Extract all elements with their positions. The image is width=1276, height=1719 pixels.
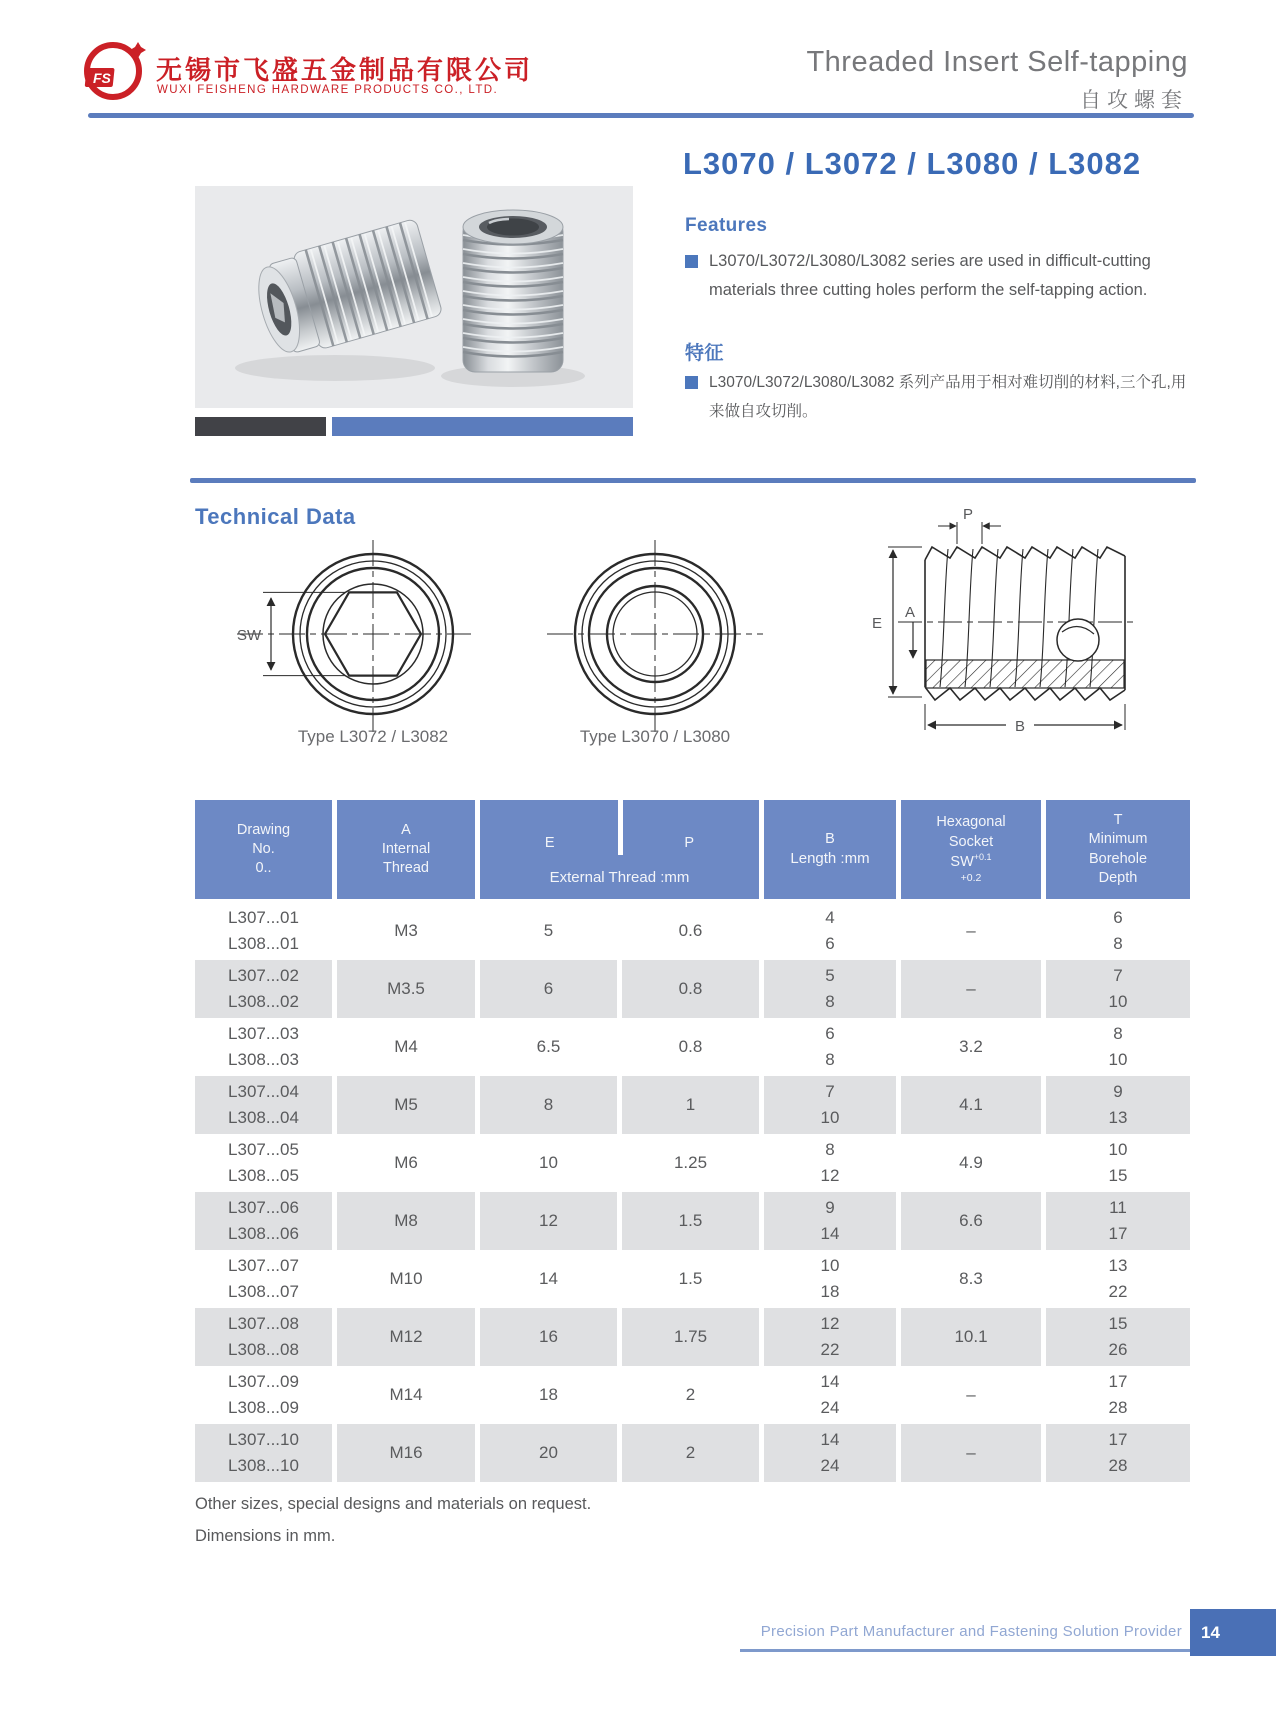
value: 10 <box>820 1108 840 1127</box>
value: 14 <box>820 1430 840 1449</box>
value: 22 <box>820 1340 840 1359</box>
cell-drawing-no <box>195 1366 332 1424</box>
cell-e: 5 <box>543 921 554 940</box>
drawing-caption-right: Type L3070 / L3080 <box>579 727 731 746</box>
value: 13 <box>1108 1256 1128 1275</box>
cell-length <box>764 1424 896 1482</box>
cell-sw: 3.2 <box>959 1037 983 1056</box>
value: L307...02 <box>228 966 299 985</box>
dim-label-a: A <box>905 604 916 621</box>
cell-e: 6.5 <box>536 1037 561 1056</box>
th-line: Borehole <box>1088 850 1148 867</box>
value: 15 <box>1108 1166 1128 1185</box>
th-p: P <box>684 834 695 851</box>
section-divider <box>190 478 1196 483</box>
cell-drawing-no <box>195 1424 332 1482</box>
product-photo-box <box>195 186 633 408</box>
cell-sw: – <box>901 1424 1041 1482</box>
cell-length <box>764 1250 896 1308</box>
cell-drawing-no <box>195 960 332 1018</box>
product-photo <box>195 186 633 408</box>
cell-sw: 8.3 <box>959 1269 983 1288</box>
logo-text: FS <box>93 70 111 86</box>
value: 17 <box>1108 1372 1128 1391</box>
value: 8 <box>825 992 835 1011</box>
value: L307...09 <box>228 1372 299 1391</box>
value: L307...08 <box>228 1314 299 1333</box>
value: L308...03 <box>228 1050 299 1069</box>
value: 14 <box>820 1224 840 1243</box>
value: L308...08 <box>228 1340 299 1359</box>
cell-depth <box>1046 902 1190 960</box>
th-line: T <box>1113 812 1123 829</box>
feature-item-cn <box>685 368 1193 427</box>
cell-p: 0.8 <box>678 1037 703 1056</box>
cell-internal-thread: M10 <box>389 1269 423 1288</box>
value: 8 <box>825 1140 835 1159</box>
cell-drawing-no <box>195 1076 332 1134</box>
cell-sw: 4.9 <box>959 1153 983 1172</box>
cell-depth <box>1046 1424 1190 1482</box>
cell-e: 16 <box>480 1308 617 1366</box>
cell-depth <box>1046 960 1190 1018</box>
feature-text-cn: L3070/L3072/L3080/L3082 系列产品用于相对难切削的材料,三个孔,用来做自攻切削。 <box>709 374 1187 421</box>
value: L308...04 <box>228 1108 299 1127</box>
value: 8 <box>1113 934 1123 953</box>
value: 24 <box>820 1456 840 1475</box>
cell-length <box>764 960 896 1018</box>
value: 7 <box>1113 966 1123 985</box>
cell-p: 1.5 <box>622 1192 759 1250</box>
cell-internal-thread: M3.5 <box>337 960 475 1018</box>
feature-item-en <box>685 247 1183 306</box>
value: 26 <box>1108 1340 1128 1359</box>
th-e: E <box>544 834 555 851</box>
cell-e: 18 <box>539 1385 558 1404</box>
cell-e: 12 <box>480 1192 617 1250</box>
page-title-cn: 自攻螺套 <box>1080 89 1188 112</box>
value: 15 <box>1108 1314 1128 1333</box>
cell-p: 2 <box>685 1385 696 1404</box>
cell-length <box>764 1076 896 1134</box>
photo-caption-bar-blue <box>332 417 633 436</box>
value: 24 <box>820 1398 840 1417</box>
cell-sw: – <box>901 960 1041 1018</box>
th-sw-tolerance-lower: +0.2 <box>960 871 982 884</box>
cell-depth <box>1046 1076 1190 1134</box>
th-line: $SW^{+0.1}$ <box>950 851 992 870</box>
drawing-caption-left: Type L3072 / L3082 <box>297 727 449 746</box>
value: 11 <box>1109 1198 1127 1217</box>
value: L308...02 <box>228 992 299 1011</box>
th-line: Hexagonal <box>936 814 1006 831</box>
cell-internal-thread: M6 <box>394 1153 418 1172</box>
cell-length <box>764 1192 896 1250</box>
value: L307...01 <box>228 908 299 927</box>
value: L307...06 <box>228 1198 299 1217</box>
value: 10 <box>1108 1140 1128 1159</box>
value: 8 <box>1113 1024 1123 1043</box>
insert-lying <box>249 218 443 362</box>
dim-label-sw: SW <box>237 627 262 644</box>
value: 6 <box>1113 908 1123 927</box>
value: 6 <box>825 934 835 953</box>
company-name-en: WUXI FEISHENG HARDWARE PRODUCTS CO., LTD. <box>157 84 499 96</box>
dim-label-p: P <box>963 506 974 523</box>
value: 6 <box>825 1024 835 1043</box>
cell-depth <box>1046 1192 1190 1250</box>
cell-sw: 4.1 <box>901 1076 1041 1134</box>
th-external-thread-unit: External Thread :mm <box>549 869 690 887</box>
cell-internal-thread: M16 <box>337 1424 475 1482</box>
cell-drawing-no <box>195 1250 332 1308</box>
page-title-en: Threaded Insert Self-tapping <box>806 46 1188 78</box>
th-drawing-no <box>195 800 332 899</box>
th-borehole-depth <box>1046 800 1190 899</box>
company-name-cn: 无锡市飞盛五金制品有限公司 <box>156 55 534 85</box>
value: 10 <box>820 1256 840 1275</box>
value: L308...09 <box>228 1398 299 1417</box>
cell-internal-thread: M14 <box>389 1385 423 1404</box>
value: 17 <box>1108 1224 1128 1243</box>
th-internal-thread <box>337 800 475 899</box>
cell-depth <box>1046 1308 1190 1366</box>
cell-e: 8 <box>480 1076 617 1134</box>
value: 4 <box>825 908 835 927</box>
technical-data-table <box>195 800 1190 1482</box>
footer-divider <box>740 1649 1190 1652</box>
header-divider <box>88 113 1194 118</box>
th-line: Socket <box>948 833 994 850</box>
value: L307...04 <box>228 1082 299 1101</box>
cell-length <box>764 1134 896 1192</box>
value: 13 <box>1108 1108 1128 1127</box>
section-hatch <box>926 660 1124 688</box>
footer-slogan: Precision Part Manufacturer and Fastening Solution Provider <box>760 1623 1182 1640</box>
cell-drawing-no <box>195 902 332 960</box>
value: 18 <box>820 1282 840 1301</box>
cell-internal-thread: M4 <box>394 1037 418 1056</box>
cell-length <box>764 1308 896 1366</box>
dim-label-b: B <box>1015 718 1026 735</box>
cell-depth <box>1046 1134 1190 1192</box>
note-dimensions: Dimensions in mm. <box>195 1527 336 1545</box>
insert-standing <box>463 210 563 372</box>
cell-drawing-no <box>195 1192 332 1250</box>
cell-length <box>764 1366 896 1424</box>
cell-depth <box>1046 1250 1190 1308</box>
value: 17 <box>1108 1430 1128 1449</box>
features-heading: Features <box>685 215 768 236</box>
value: L308...10 <box>228 1456 299 1475</box>
value: 9 <box>825 1198 835 1217</box>
value: L308...01 <box>228 934 299 953</box>
feature-text-en: L3070/L3072/L3080/L3082 series are used in difficult-cutting materials three cutting holes perform the self-tapping action. <box>709 252 1151 300</box>
product-title: L3070 / L3072 / L3080 / L3082 <box>683 146 1142 181</box>
cell-depth <box>1046 1366 1190 1424</box>
photo-caption-bar-dark <box>195 417 326 436</box>
cell-p: 1.5 <box>678 1269 703 1288</box>
cell-p: 1 <box>622 1076 759 1134</box>
value: L307...03 <box>228 1024 299 1043</box>
drawing-side-section <box>810 492 1140 757</box>
value: 5 <box>825 966 835 985</box>
drawing-front-hex <box>225 534 475 739</box>
th-line: Internal <box>381 840 431 857</box>
cell-internal-thread: M12 <box>337 1308 475 1366</box>
cell-sw: – <box>966 921 976 940</box>
cell-p: 1.25 <box>673 1153 708 1172</box>
cell-p: 2 <box>622 1424 759 1482</box>
bullet-square-icon <box>685 376 698 389</box>
th-length <box>764 800 896 899</box>
value: 14 <box>820 1372 840 1391</box>
cell-length <box>764 1018 896 1076</box>
technical-data-heading: Technical Data <box>195 504 356 529</box>
th-hex-socket <box>901 800 1041 899</box>
th-line: Drawing <box>236 821 291 838</box>
th-external-thread <box>480 800 759 899</box>
cell-p: 0.8 <box>622 960 759 1018</box>
cutting-hole <box>1057 619 1099 661</box>
cell-p: 1.75 <box>622 1308 759 1366</box>
value: L308...06 <box>228 1224 299 1243</box>
cell-e: 6 <box>480 960 617 1018</box>
value: 7 <box>825 1082 835 1101</box>
cell-depth <box>1046 1018 1190 1076</box>
bullet-square-icon <box>685 255 698 268</box>
th-line: A <box>401 821 411 838</box>
cell-drawing-no <box>195 1308 332 1366</box>
th-line: No. <box>252 840 275 857</box>
th-line: Depth <box>1098 869 1138 886</box>
th-length-unit: Length :mm <box>790 850 870 868</box>
cell-length <box>764 902 896 960</box>
value: L308...05 <box>228 1166 299 1185</box>
cell-e: 20 <box>480 1424 617 1482</box>
th-line: B <box>825 831 835 848</box>
th-line: 0.. <box>255 860 272 877</box>
cell-e: 14 <box>539 1269 558 1288</box>
cell-internal-thread: M3 <box>394 921 418 940</box>
value: 10 <box>1108 1050 1128 1069</box>
cell-internal-thread: M5 <box>337 1076 475 1134</box>
value: 22 <box>1108 1282 1128 1301</box>
drawing-front-round <box>545 534 765 739</box>
cell-sw: – <box>966 1385 976 1404</box>
cell-drawing-no <box>195 1018 332 1076</box>
th-line: Thread <box>383 860 429 877</box>
dim-label-e: E <box>872 615 883 632</box>
value: 28 <box>1108 1456 1128 1475</box>
th-line: Minimum <box>1088 831 1148 848</box>
value: L308...07 <box>228 1282 299 1301</box>
company-logo <box>82 36 148 104</box>
th-divider <box>618 800 623 855</box>
value: L307...10 <box>228 1430 299 1449</box>
cell-e: 10 <box>539 1153 558 1172</box>
value: 9 <box>1113 1082 1123 1101</box>
value: L307...05 <box>228 1140 299 1159</box>
cell-drawing-no <box>195 1134 332 1192</box>
value: 12 <box>820 1314 840 1333</box>
cell-p: 0.6 <box>678 921 703 940</box>
page-number: 14 <box>1190 1609 1276 1656</box>
value: L307...07 <box>228 1256 299 1275</box>
features-heading-cn: 特征 <box>685 343 724 364</box>
value: 8 <box>825 1050 835 1069</box>
cell-sw: 6.6 <box>901 1192 1041 1250</box>
value: 28 <box>1108 1398 1128 1417</box>
cell-internal-thread: M8 <box>337 1192 475 1250</box>
th-sw-tolerance-upper: +0.1 <box>973 851 992 862</box>
value: 12 <box>820 1166 840 1185</box>
value: 10 <box>1108 992 1128 1011</box>
cell-sw: 10.1 <box>901 1308 1041 1366</box>
note-other-sizes: Other sizes, special designs and materials on request. <box>195 1495 592 1513</box>
